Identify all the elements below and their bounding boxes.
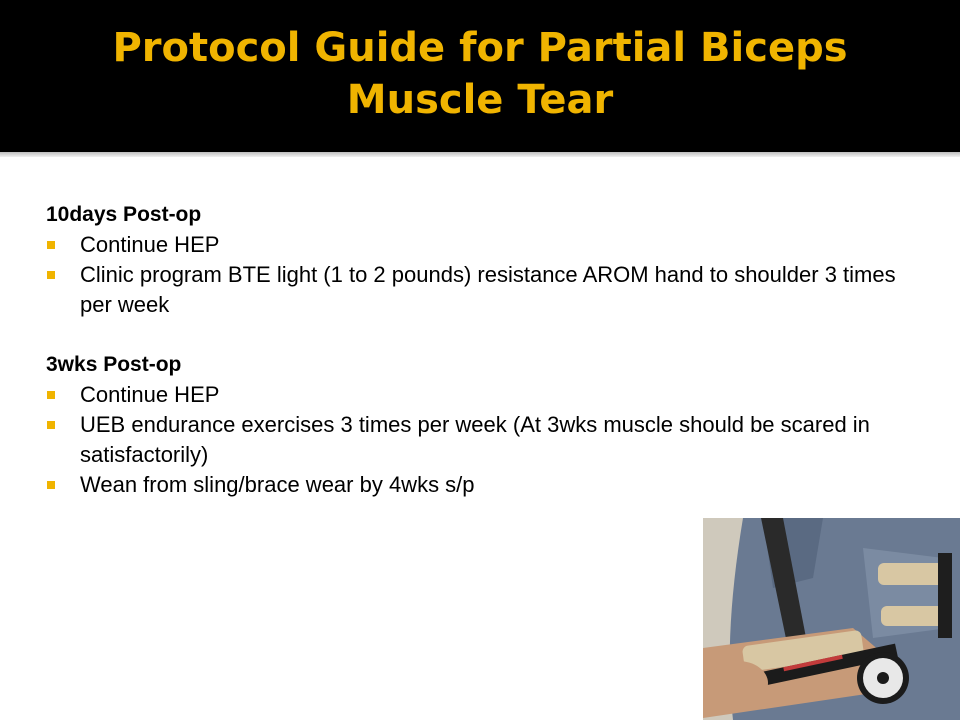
- bullet-item: [46, 470, 926, 500]
- bullet-item: [46, 260, 920, 320]
- bullet-text: Continue HEP: [80, 232, 220, 257]
- square-bullet-icon: [47, 271, 55, 279]
- arm-brace-illustration: [703, 518, 960, 720]
- bullet-item: [46, 410, 880, 470]
- title-line-1: Protocol Guide for Partial Biceps: [112, 25, 848, 71]
- bullet-text: Wean from sling/brace wear by 4wks s/p: [80, 472, 475, 497]
- square-bullet-icon: [47, 391, 55, 399]
- square-bullet-icon: [47, 481, 55, 489]
- title-divider: [0, 152, 960, 157]
- section-heading-3wks: 3wks Post-op: [46, 353, 182, 376]
- section-gap: [46, 320, 926, 350]
- section-heading-10days: 10days Post-op: [46, 203, 202, 226]
- bullet-text: Clinic program BTE light (1 to 2 pounds) resistance AROM hand to shoulder 3 times per week: [80, 262, 896, 317]
- slide-content: [46, 200, 926, 500]
- arm-brace-photo: [703, 518, 960, 720]
- square-bullet-icon: [47, 241, 55, 249]
- bullet-item: [46, 230, 926, 260]
- title-bar: [0, 0, 960, 152]
- bullet-item: [46, 380, 926, 410]
- square-bullet-icon: [47, 421, 55, 429]
- bullet-text: UEB endurance exercises 3 times per week (At 3wks muscle should be scared in satisfactorily): [80, 412, 870, 467]
- title-line-2: Muscle Tear: [346, 77, 614, 123]
- bullet-text: Continue HEP: [80, 382, 220, 407]
- slide-title: [40, 22, 920, 126]
